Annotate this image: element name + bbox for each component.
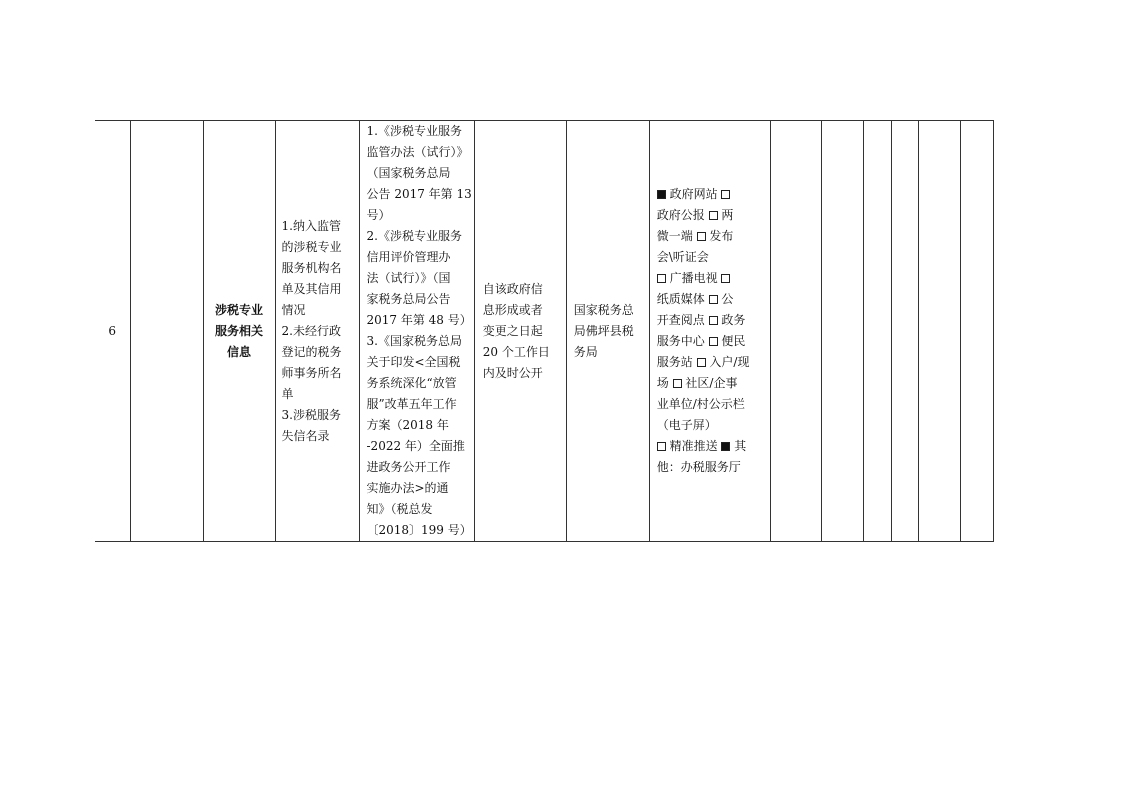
empty-cell bbox=[960, 121, 993, 542]
checkbox-icon bbox=[721, 190, 730, 199]
subject-line: 局佛坪县税 bbox=[573, 323, 634, 338]
disclosure-table bbox=[95, 120, 994, 542]
channel-line bbox=[657, 310, 766, 331]
content-line: 单 bbox=[281, 386, 294, 401]
category-line: 服务相关 bbox=[214, 323, 263, 338]
checkbox-icon bbox=[709, 337, 718, 346]
category-line: 涉税专业 bbox=[214, 302, 263, 317]
empty-cell bbox=[770, 121, 821, 542]
channel-line bbox=[657, 184, 766, 205]
timing-line: 息形成或者 bbox=[482, 302, 543, 317]
channel-text: 发布 bbox=[705, 229, 734, 243]
channel-line bbox=[657, 247, 766, 268]
channels-cell bbox=[649, 121, 770, 542]
basis-line: 3.《国家税务总局 bbox=[366, 334, 462, 348]
content-line: 失信名录 bbox=[281, 428, 330, 443]
basis-line: 信用评价管理办 bbox=[366, 250, 451, 264]
empty-cell bbox=[918, 121, 960, 542]
basis-line: （国家税务总局 bbox=[366, 166, 451, 180]
basis-line: -2022 年）全面推 bbox=[366, 439, 465, 453]
timing-line: 20 个工作日 bbox=[482, 344, 550, 359]
channel-text: 服务站 bbox=[656, 355, 697, 369]
channel-text: 公 bbox=[717, 292, 734, 306]
checkbox-icon bbox=[709, 316, 718, 325]
channel-text: 开查阅点 bbox=[656, 313, 709, 327]
subject-line: 国家税务总 bbox=[573, 302, 634, 317]
content-line: 单及其信用 bbox=[281, 281, 342, 296]
channel-text: 政府公报 bbox=[656, 208, 709, 222]
row-number: 6 bbox=[95, 121, 130, 542]
channel-line bbox=[657, 436, 766, 457]
channel-line bbox=[657, 268, 766, 289]
basis-line: 法（试行）》（国 bbox=[366, 271, 451, 285]
basis-line: 进政务公开工作 bbox=[366, 460, 451, 474]
basis-line: 1.《涉税专业服务 bbox=[366, 124, 462, 138]
channel-line bbox=[657, 352, 766, 373]
channel-text: 两 bbox=[717, 208, 734, 222]
channel-line bbox=[657, 331, 766, 352]
basis-line: 服”改革五年工作 bbox=[366, 397, 457, 411]
content-line: 1.纳入监管 bbox=[281, 218, 341, 233]
checkbox-checked-icon bbox=[657, 190, 666, 199]
basis-line: 实施办法>的通 bbox=[366, 481, 449, 495]
content-line: 3.涉税服务 bbox=[281, 407, 341, 422]
checkbox-icon bbox=[709, 211, 718, 220]
content-line: 的涉税专业 bbox=[281, 239, 342, 254]
channel-line bbox=[657, 226, 766, 247]
checkbox-icon bbox=[697, 232, 706, 241]
category-cell bbox=[203, 121, 275, 542]
basis-line: 知》（税总发 bbox=[366, 502, 433, 516]
channel-text: 业单位/村公示栏 bbox=[656, 397, 745, 411]
channel-line bbox=[657, 394, 766, 415]
basis-line: 号） bbox=[366, 208, 391, 222]
content-line: 情况 bbox=[281, 302, 306, 317]
basis-line: 〔2018〕199 号） bbox=[366, 523, 472, 537]
channel-text: 会\听证会 bbox=[656, 250, 709, 264]
basis-line: 公告 2017 年第 13 bbox=[366, 187, 472, 201]
checkbox-icon bbox=[709, 295, 718, 304]
basis-cell bbox=[359, 121, 474, 542]
channel-line bbox=[657, 457, 766, 478]
channel-line bbox=[657, 289, 766, 310]
empty-cell bbox=[821, 121, 863, 542]
channel-text: 广播电视 bbox=[665, 271, 722, 285]
basis-line: 务系统深化“放管 bbox=[366, 376, 457, 390]
channel-text: 入户/现 bbox=[705, 355, 750, 369]
basis-line: 关于印发<全国税 bbox=[366, 355, 461, 369]
timing-line: 变更之日起 bbox=[482, 323, 543, 338]
basis-line: 2.《涉税专业服务 bbox=[366, 229, 462, 243]
channel-text: 纸质媒体 bbox=[656, 292, 709, 306]
timing-cell bbox=[474, 121, 566, 542]
checkbox-icon bbox=[673, 379, 682, 388]
channel-line bbox=[657, 415, 766, 436]
channel-text: 服务中心 bbox=[656, 334, 709, 348]
channel-text: 场 bbox=[656, 376, 673, 390]
channel-text: （电子屏） bbox=[656, 418, 717, 432]
checkbox-icon bbox=[697, 358, 706, 367]
content-line: 服务机构名 bbox=[281, 260, 342, 275]
timing-line: 内及时公开 bbox=[482, 365, 543, 380]
channel-text: 政务 bbox=[717, 313, 746, 327]
subject-line: 务局 bbox=[573, 344, 598, 359]
channel-text: 其 bbox=[730, 439, 747, 453]
content-line: 2.未经行政 bbox=[281, 323, 341, 338]
channel-text: 社区/企事 bbox=[681, 376, 738, 390]
channel-text: 精准推送 bbox=[665, 439, 722, 453]
extra-cell-a bbox=[130, 121, 203, 542]
content-cell bbox=[275, 121, 359, 542]
table-row bbox=[95, 121, 993, 542]
subject-cell bbox=[566, 121, 649, 542]
channel-text: 微一端 bbox=[656, 229, 697, 243]
content-line: 登记的税务 bbox=[281, 344, 342, 359]
channel-text: 便民 bbox=[717, 334, 746, 348]
basis-line: 2017 年第 48 号） bbox=[366, 313, 472, 327]
channel-line bbox=[657, 373, 766, 394]
checkbox-icon bbox=[721, 274, 730, 283]
basis-line: 监管办法（试行）》 bbox=[366, 145, 469, 159]
timing-line: 自该政府信 bbox=[482, 281, 543, 296]
basis-line: 方案（2018 年 bbox=[366, 418, 449, 432]
checkbox-icon bbox=[657, 274, 666, 283]
channel-text: 他：办税服务厅 bbox=[656, 460, 741, 474]
content-line: 师事务所名 bbox=[281, 365, 342, 380]
empty-cell bbox=[891, 121, 918, 542]
empty-cell bbox=[863, 121, 891, 542]
checkbox-icon bbox=[657, 442, 666, 451]
category-line: 信息 bbox=[226, 344, 251, 359]
basis-line: 家税务总局公告 bbox=[366, 292, 451, 306]
channel-line bbox=[657, 205, 766, 226]
channel-text: 政府网站 bbox=[665, 187, 722, 201]
